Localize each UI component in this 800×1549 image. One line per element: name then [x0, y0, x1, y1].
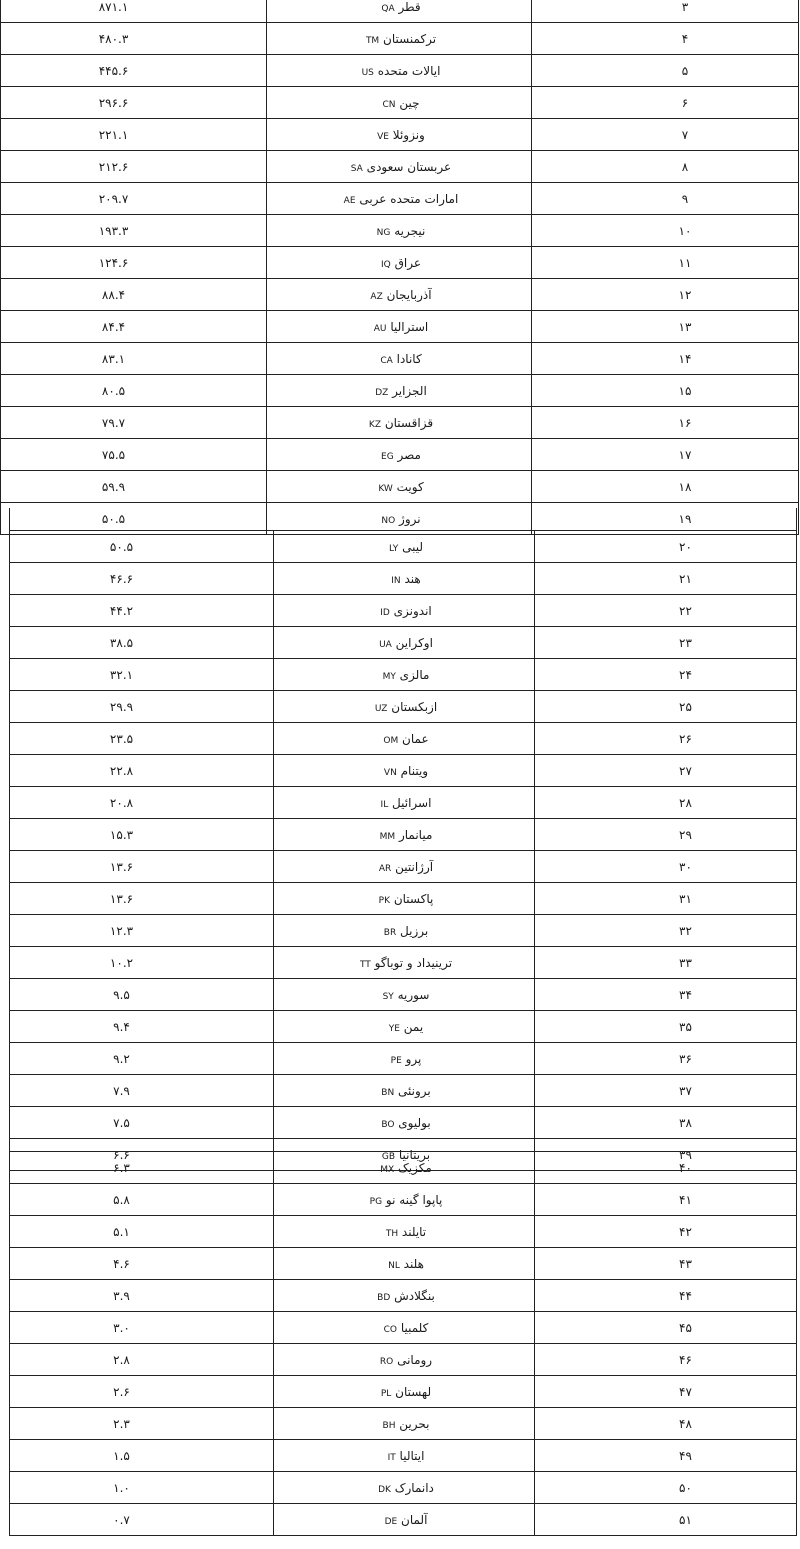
country-code: IQ [380, 259, 391, 270]
country-code: NG [376, 227, 391, 238]
country-name: هلند [403, 1256, 424, 1271]
country-name: پرو [405, 1051, 422, 1066]
country-cell [267, 343, 532, 375]
value-cell: ۸۴.۴ [1, 311, 267, 343]
rank-cell: ۴۴ [535, 1280, 797, 1312]
country-cell [274, 563, 535, 595]
rank-cell: ۴۸ [535, 1408, 797, 1440]
table-row [10, 1184, 797, 1216]
country-code: VN [383, 767, 397, 778]
table-row [10, 1248, 797, 1280]
country-code: OM [383, 735, 399, 746]
country-name: آذربایجان [386, 287, 432, 302]
value-cell: ۹.۴ [10, 1011, 274, 1043]
country-code: TM [365, 35, 380, 46]
country-name: لیبی [402, 539, 424, 554]
country-code: BR [383, 927, 397, 938]
country-cell [274, 659, 535, 691]
table-row [1, 151, 799, 183]
rank-cell: ۴۰ [535, 1152, 797, 1184]
country-name: کلمبیا [400, 1320, 429, 1335]
rank-cell: ۵ [532, 55, 799, 87]
country-name: عمان [402, 731, 429, 746]
rank-cell: ۴۱ [535, 1184, 797, 1216]
value-cell: ۵۰.۵ [1, 503, 267, 535]
rank-cell: ۵۰ [535, 1472, 797, 1504]
country-code: TH [385, 1228, 399, 1239]
country-cell [267, 471, 532, 503]
value-cell: ۲۳.۵ [10, 723, 274, 755]
table-row [10, 1043, 797, 1075]
value-cell: ۹.۵ [10, 979, 274, 1011]
country-cell [274, 819, 535, 851]
country-cell [274, 691, 535, 723]
rank-cell: ۱۷ [532, 439, 799, 471]
rank-cell: ۳۱ [535, 883, 797, 915]
country-code: PK [378, 895, 390, 906]
value-cell: ۲.۶ [10, 1376, 274, 1408]
table-row [10, 1472, 797, 1504]
rank-cell: ۳۹ [535, 1139, 797, 1171]
country-name: ترینیداد و توباگو [374, 955, 453, 970]
rank-cell: ۱۵ [532, 375, 799, 407]
country-name: قزاقستان [384, 415, 434, 430]
table-row [10, 691, 797, 723]
country-cell [267, 279, 532, 311]
country-code: MY [382, 671, 396, 682]
table-row [1, 215, 799, 247]
country-code: ID [380, 607, 390, 618]
value-cell: ۵.۸ [10, 1184, 274, 1216]
value-cell: ۷.۵ [10, 1107, 274, 1139]
table-row [1, 311, 799, 343]
country-cell [274, 595, 535, 627]
country-cell [267, 183, 532, 215]
country-code: TT [359, 959, 371, 970]
table-row [10, 755, 797, 787]
country-name: ایالات متحده [377, 63, 441, 78]
country-cell [267, 375, 532, 407]
country-cell [274, 1216, 535, 1248]
country-name: میانمار [398, 827, 433, 842]
country-name: ازبکستان [391, 699, 438, 714]
table-row [10, 851, 797, 883]
country-code: NO [381, 515, 396, 526]
value-cell: ۶.۶ [10, 1139, 274, 1171]
country-name: تایلند [401, 1224, 427, 1239]
country-name: آلمان [401, 1512, 428, 1527]
value-cell: ۲۲.۸ [10, 755, 274, 787]
country-cell [274, 1440, 535, 1472]
country-code: PE [390, 1055, 402, 1066]
country-cell [267, 247, 532, 279]
country-name: چین [399, 95, 420, 110]
country-cell [274, 1184, 535, 1216]
country-name: بولیوی [398, 1115, 431, 1130]
country-code: CN [382, 99, 396, 110]
country-cell [274, 1344, 535, 1376]
country-name: پاکستان [393, 891, 434, 906]
table-row [1, 87, 799, 119]
country-name: بحرین [399, 1416, 430, 1431]
country-cell [267, 119, 532, 151]
country-name: نیجریه [394, 223, 426, 238]
table-row [10, 915, 797, 947]
rank-cell: ۸ [532, 151, 799, 183]
country-code: EG [381, 451, 394, 462]
rank-cell: ۴۳ [535, 1248, 797, 1280]
country-code: CA [380, 355, 393, 366]
country-cell [274, 1408, 535, 1440]
table-row [10, 979, 797, 1011]
country-code: QA [381, 3, 395, 14]
country-name: امارات متحده عربی [359, 191, 459, 206]
table-row [1, 23, 799, 55]
country-cell [274, 1075, 535, 1107]
value-cell: ۹.۲ [10, 1043, 274, 1075]
rank-cell: ۳ [532, 0, 799, 23]
rank-cell: ۱۰ [532, 215, 799, 247]
country-cell [274, 1504, 535, 1536]
country-code: VE [377, 131, 389, 142]
rank-cell: ۱۸ [532, 471, 799, 503]
value-cell: ۳.۹ [10, 1280, 274, 1312]
country-cell [267, 87, 532, 119]
country-code: IT [387, 1452, 396, 1463]
rank-cell: ۲۱ [535, 563, 797, 595]
value-cell: ۷۵.۵ [1, 439, 267, 471]
country-cell [274, 787, 535, 819]
country-cell [274, 1280, 535, 1312]
country-code: MX [380, 1164, 395, 1175]
country-code: UZ [374, 703, 388, 714]
country-code: DE [384, 1516, 398, 1527]
value-cell: ۲۰.۸ [10, 787, 274, 819]
country-code: LY [388, 543, 399, 554]
country-code: AR [378, 863, 392, 874]
value-cell: ۵۰.۵ [10, 531, 274, 563]
value-cell: ۸۸.۴ [1, 279, 267, 311]
table-row [10, 531, 797, 563]
table-row [10, 627, 797, 659]
country-code: GB [381, 1151, 396, 1162]
rank-cell: ۳۷ [535, 1075, 797, 1107]
country-code: NL [388, 1260, 400, 1271]
table-row [10, 1152, 797, 1184]
rank-cell: ۱۶ [532, 407, 799, 439]
country-name: ترکمنستان [383, 31, 437, 46]
table-row [10, 1440, 797, 1472]
rank-cell: ۲۰ [535, 531, 797, 563]
value-cell: ۱۲.۳ [10, 915, 274, 947]
country-code: YE [388, 1023, 400, 1034]
rank-cell: ۲۳ [535, 627, 797, 659]
country-name: ونزوئلا [392, 127, 425, 142]
country-cell [267, 311, 532, 343]
country-name: الجزایر [392, 383, 427, 398]
page-cut-mark [9, 1138, 10, 1160]
rank-cell: ۵۱ [535, 1504, 797, 1536]
rank-cell: ۳۶ [535, 1043, 797, 1075]
country-cell [267, 151, 532, 183]
value-cell: ۲۱۲.۶ [1, 151, 267, 183]
country-cell [274, 1248, 535, 1280]
country-code: BD [377, 1292, 391, 1303]
value-cell: ۲.۸ [10, 1344, 274, 1376]
rank-cell: ۲۷ [535, 755, 797, 787]
country-code: BH [382, 1420, 396, 1431]
value-cell: ۱۲۴.۶ [1, 247, 267, 279]
table-row [10, 1216, 797, 1248]
country-name: کانادا [396, 351, 422, 366]
rank-cell: ۳۴ [535, 979, 797, 1011]
country-name: اوکراین [395, 635, 433, 650]
rank-cell: ۱۱ [532, 247, 799, 279]
country-cell [274, 755, 535, 787]
page-cut-mark [9, 508, 10, 530]
value-cell: ۱۵.۳ [10, 819, 274, 851]
value-cell: ۴۴.۲ [10, 595, 274, 627]
rank-cell: ۳۳ [535, 947, 797, 979]
rank-cell: ۲۴ [535, 659, 797, 691]
country-name: قطر [398, 0, 421, 14]
table-row [10, 595, 797, 627]
country-name: بریتانیا [398, 1147, 431, 1162]
country-code: KZ [368, 419, 381, 430]
country-name: عراق [394, 255, 421, 270]
value-cell: ۴۸۰.۳ [1, 23, 267, 55]
rank-cell: ۳۲ [535, 915, 797, 947]
rank-cell: ۱۳ [532, 311, 799, 343]
country-code: DK [378, 1484, 391, 1495]
country-code: IL [380, 799, 389, 810]
country-code: SA [350, 163, 363, 174]
table-block-3 [9, 1151, 797, 1536]
country-cell [267, 407, 532, 439]
country-name: آرژانتین [395, 859, 434, 874]
rank-cell: ۱۴ [532, 343, 799, 375]
country-cell [274, 1312, 535, 1344]
country-cell [274, 723, 535, 755]
value-cell: ۵.۱ [10, 1216, 274, 1248]
rank-cell: ۲۶ [535, 723, 797, 755]
rank-cell: ۶ [532, 87, 799, 119]
table-row [10, 1504, 797, 1536]
value-cell: ۵۹.۹ [1, 471, 267, 503]
value-cell: ۲۲۱.۱ [1, 119, 267, 151]
country-code: BN [381, 1087, 395, 1098]
rank-cell: ۳۵ [535, 1011, 797, 1043]
country-code: DZ [375, 387, 389, 398]
table-row [10, 1011, 797, 1043]
country-cell [274, 979, 535, 1011]
country-name: ایتالیا [399, 1448, 425, 1463]
country-name: نروژ [399, 511, 421, 526]
rank-cell: ۴۹ [535, 1440, 797, 1472]
value-cell: ۰.۷ [10, 1504, 274, 1536]
country-cell [274, 947, 535, 979]
country-cell [274, 1152, 535, 1184]
country-cell [274, 1376, 535, 1408]
country-code: SY [382, 991, 394, 1002]
rank-cell: ۹ [532, 183, 799, 215]
country-code: AU [373, 323, 387, 334]
value-cell: ۶.۳ [10, 1152, 274, 1184]
value-cell: ۱.۰ [10, 1472, 274, 1504]
country-name: سوریه [397, 987, 430, 1002]
table-row [1, 183, 799, 215]
table-row [10, 947, 797, 979]
country-name: بنگلادش [394, 1288, 435, 1303]
country-name: برزیل [400, 923, 429, 938]
country-name: عربستان سعودی [366, 159, 452, 174]
table-row [1, 55, 799, 87]
value-cell: ۱۹۳.۳ [1, 215, 267, 247]
country-cell [274, 915, 535, 947]
table-row [10, 1344, 797, 1376]
country-cell [274, 1043, 535, 1075]
value-cell: ۸۷۱.۱ [1, 0, 267, 23]
table-row [10, 723, 797, 755]
country-cell [274, 1011, 535, 1043]
country-code: AE [343, 195, 356, 206]
country-name: مکزیک [398, 1160, 432, 1175]
rank-cell: ۱۲ [532, 279, 799, 311]
country-code: RO [379, 1356, 394, 1367]
country-code: PG [369, 1196, 383, 1207]
table-row [1, 119, 799, 151]
table-row [1, 279, 799, 311]
table-row [10, 1408, 797, 1440]
country-cell [267, 55, 532, 87]
rank-cell: ۴۶ [535, 1344, 797, 1376]
country-cell [274, 1472, 535, 1504]
table-row [10, 1312, 797, 1344]
value-cell: ۳۲.۱ [10, 659, 274, 691]
rank-cell: ۴۲ [535, 1216, 797, 1248]
country-cell [274, 627, 535, 659]
value-cell: ۴.۶ [10, 1248, 274, 1280]
country-cell [274, 883, 535, 915]
rank-cell: ۳۰ [535, 851, 797, 883]
table-row [10, 1376, 797, 1408]
country-cell [274, 531, 535, 563]
rank-cell: ۱۹ [532, 503, 799, 535]
country-cell [267, 215, 532, 247]
value-cell: ۴۶.۶ [10, 563, 274, 595]
country-name: هند [404, 571, 421, 586]
table-row [10, 659, 797, 691]
country-code: AZ [370, 291, 383, 302]
rank-cell: ۲۵ [535, 691, 797, 723]
country-code: PL [380, 1388, 392, 1399]
country-name: مالزی [399, 667, 430, 682]
value-cell: ۱۳.۶ [10, 851, 274, 883]
rank-cell: ۴۷ [535, 1376, 797, 1408]
table-row [1, 375, 799, 407]
country-code: MM [379, 831, 396, 842]
table-row [10, 787, 797, 819]
value-cell: ۱۳.۶ [10, 883, 274, 915]
rank-cell: ۴۵ [535, 1312, 797, 1344]
value-cell: ۷۹.۷ [1, 407, 267, 439]
country-cell [267, 0, 532, 23]
country-cell [274, 1107, 535, 1139]
value-cell: ۲.۳ [10, 1408, 274, 1440]
table-row [10, 563, 797, 595]
country-name: دانمارک [394, 1480, 434, 1495]
value-cell: ۲۰۹.۷ [1, 183, 267, 215]
table-row [10, 1107, 797, 1139]
value-cell: ۸۳.۱ [1, 343, 267, 375]
value-cell: ۳.۰ [10, 1312, 274, 1344]
country-code: CO [383, 1324, 397, 1335]
rank-cell: ۲۸ [535, 787, 797, 819]
country-name: کویت [396, 479, 424, 494]
country-name: مصر [397, 447, 421, 462]
table-row [1, 0, 799, 23]
table-row [1, 439, 799, 471]
rank-cell: ۴ [532, 23, 799, 55]
value-cell: ۲۹۶.۶ [1, 87, 267, 119]
value-cell: ۸۰.۵ [1, 375, 267, 407]
country-name: یمن [403, 1019, 424, 1034]
value-cell: ۱۰.۲ [10, 947, 274, 979]
table-row [1, 343, 799, 375]
country-cell [267, 439, 532, 471]
country-code: US [361, 67, 374, 78]
table-row [1, 471, 799, 503]
table-row [10, 1280, 797, 1312]
country-code: KW [378, 483, 393, 494]
rank-cell: ۳۸ [535, 1107, 797, 1139]
country-name: اسرائیل [392, 795, 432, 810]
country-name: استرالیا [390, 319, 429, 334]
country-name: لهستان [395, 1384, 432, 1399]
country-name: رومانی [397, 1352, 433, 1367]
country-code: UA [379, 639, 392, 650]
table-row [10, 819, 797, 851]
table-row [1, 407, 799, 439]
table-row [10, 883, 797, 915]
rank-cell: ۲۲ [535, 595, 797, 627]
table-row [10, 1075, 797, 1107]
country-name: ویتنام [400, 763, 429, 778]
country-cell [267, 23, 532, 55]
country-name: اندونزی [393, 603, 432, 618]
table-block-2 [9, 530, 797, 1171]
value-cell: ۴۴۵.۶ [1, 55, 267, 87]
rank-cell: ۲۹ [535, 819, 797, 851]
country-code: BO [381, 1119, 395, 1130]
page-cut-mark [796, 508, 797, 530]
table-row [1, 247, 799, 279]
country-cell [274, 851, 535, 883]
table-block-1 [0, 0, 799, 535]
value-cell: ۳۸.۵ [10, 627, 274, 659]
rank-cell: ۷ [532, 119, 799, 151]
value-cell: ۱.۵ [10, 1440, 274, 1472]
country-name: برونئی [398, 1083, 431, 1098]
country-name: پاپوا گینه نو [385, 1192, 443, 1207]
value-cell: ۷.۹ [10, 1075, 274, 1107]
value-cell: ۲۹.۹ [10, 691, 274, 723]
country-code: IN [391, 575, 401, 586]
